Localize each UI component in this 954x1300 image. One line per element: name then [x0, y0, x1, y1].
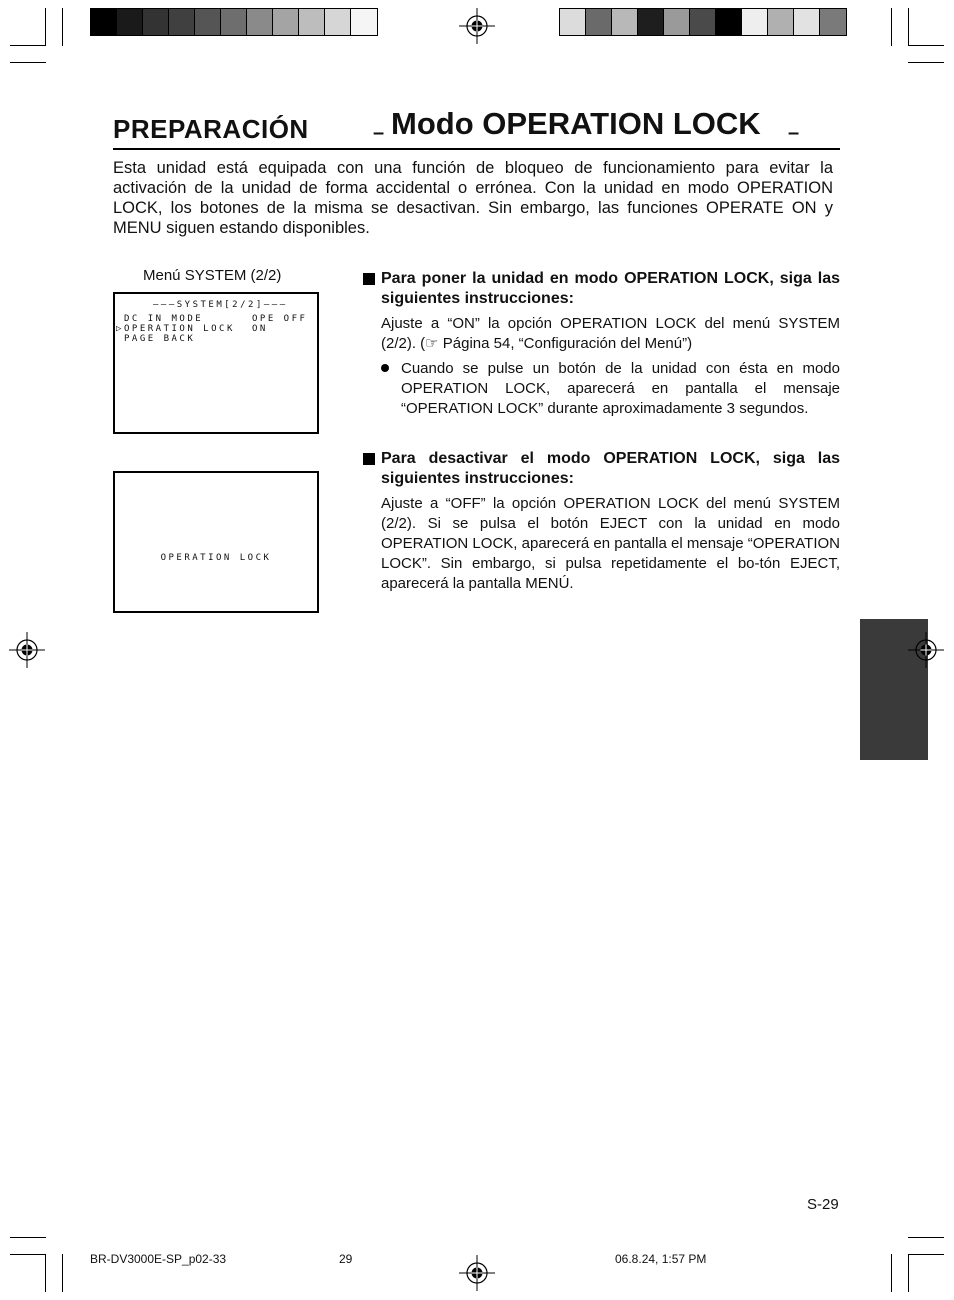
color-swatch [586, 9, 612, 35]
color-swatch [716, 9, 742, 35]
color-bar-left [90, 8, 378, 36]
registration-mark-icon [459, 1255, 495, 1291]
menu-row-label: DC IN MODE [124, 314, 204, 324]
lock-screen [113, 471, 319, 613]
color-swatch [299, 9, 325, 35]
color-swatch [117, 9, 143, 35]
square-bullet-icon [363, 273, 375, 285]
color-swatch [169, 9, 195, 35]
menu-cursor-icon: ▷ [116, 324, 122, 334]
color-swatch [221, 9, 247, 35]
section-body-on-text: Ajuste a “ON” la opción OPERATION LOCK del menú SYSTEM (2/2). (☞ Página 54, “Configuración del Menú”) [381, 315, 840, 352]
registration-mark-icon [459, 8, 495, 44]
page-title: Modo OPERATION LOCK [391, 106, 761, 141]
footer-page: 29 [339, 1252, 353, 1266]
color-swatch [638, 9, 664, 35]
color-swatch [794, 9, 820, 35]
lock-screen-message: OPERATION LOCK [160, 553, 272, 563]
section-title: PREPARACIÓN [113, 114, 309, 144]
footer-file: BR-DV3000E-SP_p02-33 [90, 1252, 227, 1266]
intro-paragraph: Esta unidad está equipada con una función de bloqueo de funcionamiento para evitar la activación de la unidad de forma accidental o errónea. Con la unidad en modo OPERATION LOCK, los botones de la misma se desactivan. Sin embargo, las funciones OPERATE ON y MENU siguen estando disponibles. [113, 159, 833, 237]
page-number: S-29 [807, 1196, 839, 1213]
page-heading [113, 108, 840, 150]
bullet-text-on: Cuando se pulse un botón de la unidad con ésta en modo OPERATION LOCK, aparecerá en pantalla el mensaje “OPERATION LOCK” durante aproximadamente 3 segundos. [401, 360, 840, 417]
title-dash-left: – [373, 122, 385, 144]
square-bullet-icon [363, 453, 375, 465]
color-swatch [612, 9, 638, 35]
menu-row-label: OPERATION LOCK [124, 324, 235, 334]
registration-mark-icon [9, 632, 45, 668]
color-swatch [560, 9, 586, 35]
color-swatch [820, 9, 846, 35]
registration-mark-icon [908, 632, 944, 668]
menu-row-value: ON [252, 324, 268, 334]
bullet-icon [381, 364, 389, 372]
menu-screen-caption: Menú SYSTEM (2/2) [143, 267, 282, 284]
section-heading-on: Para poner la unidad en modo OPERATION LOCK, siga las siguientes instrucciones: [381, 270, 840, 307]
menu-row-label: PAGE BACK [124, 334, 196, 344]
menu-row-value: OPE OFF [252, 314, 308, 324]
color-swatch [351, 9, 377, 35]
section-body-on [381, 314, 840, 354]
color-swatch [247, 9, 273, 35]
section-heading-off: Para desactivar el modo OPERATION LOCK, siga las siguientes instrucciones: [381, 450, 840, 487]
color-swatch [768, 9, 794, 35]
color-swatch [273, 9, 299, 35]
section-body-off: Ajuste a “OFF” la opción OPERATION LOCK del menú SYSTEM (2/2). Si se pulsa el botón EJECT con la unidad en modo OPERATION LOCK, aparecerá en pantalla el mensaje “OPERATION LOCK”. Sin embargo, si pulsa repetidamente el bo-tón EJECT, aparecerá la pantalla MENÚ. [381, 495, 840, 592]
footer-date: 06.8.24, 1:57 PM [615, 1252, 707, 1266]
color-swatch [664, 9, 690, 35]
color-swatch [195, 9, 221, 35]
title-dash-right: – [788, 122, 800, 144]
color-swatch [91, 9, 117, 35]
color-swatch [690, 9, 716, 35]
menu-screen-title: –––SYSTEM[2/2]––– [153, 300, 288, 310]
menu-screen [113, 292, 319, 434]
color-bar-right [559, 8, 847, 36]
color-swatch [143, 9, 169, 35]
color-swatch [742, 9, 768, 35]
color-swatch [325, 9, 351, 35]
